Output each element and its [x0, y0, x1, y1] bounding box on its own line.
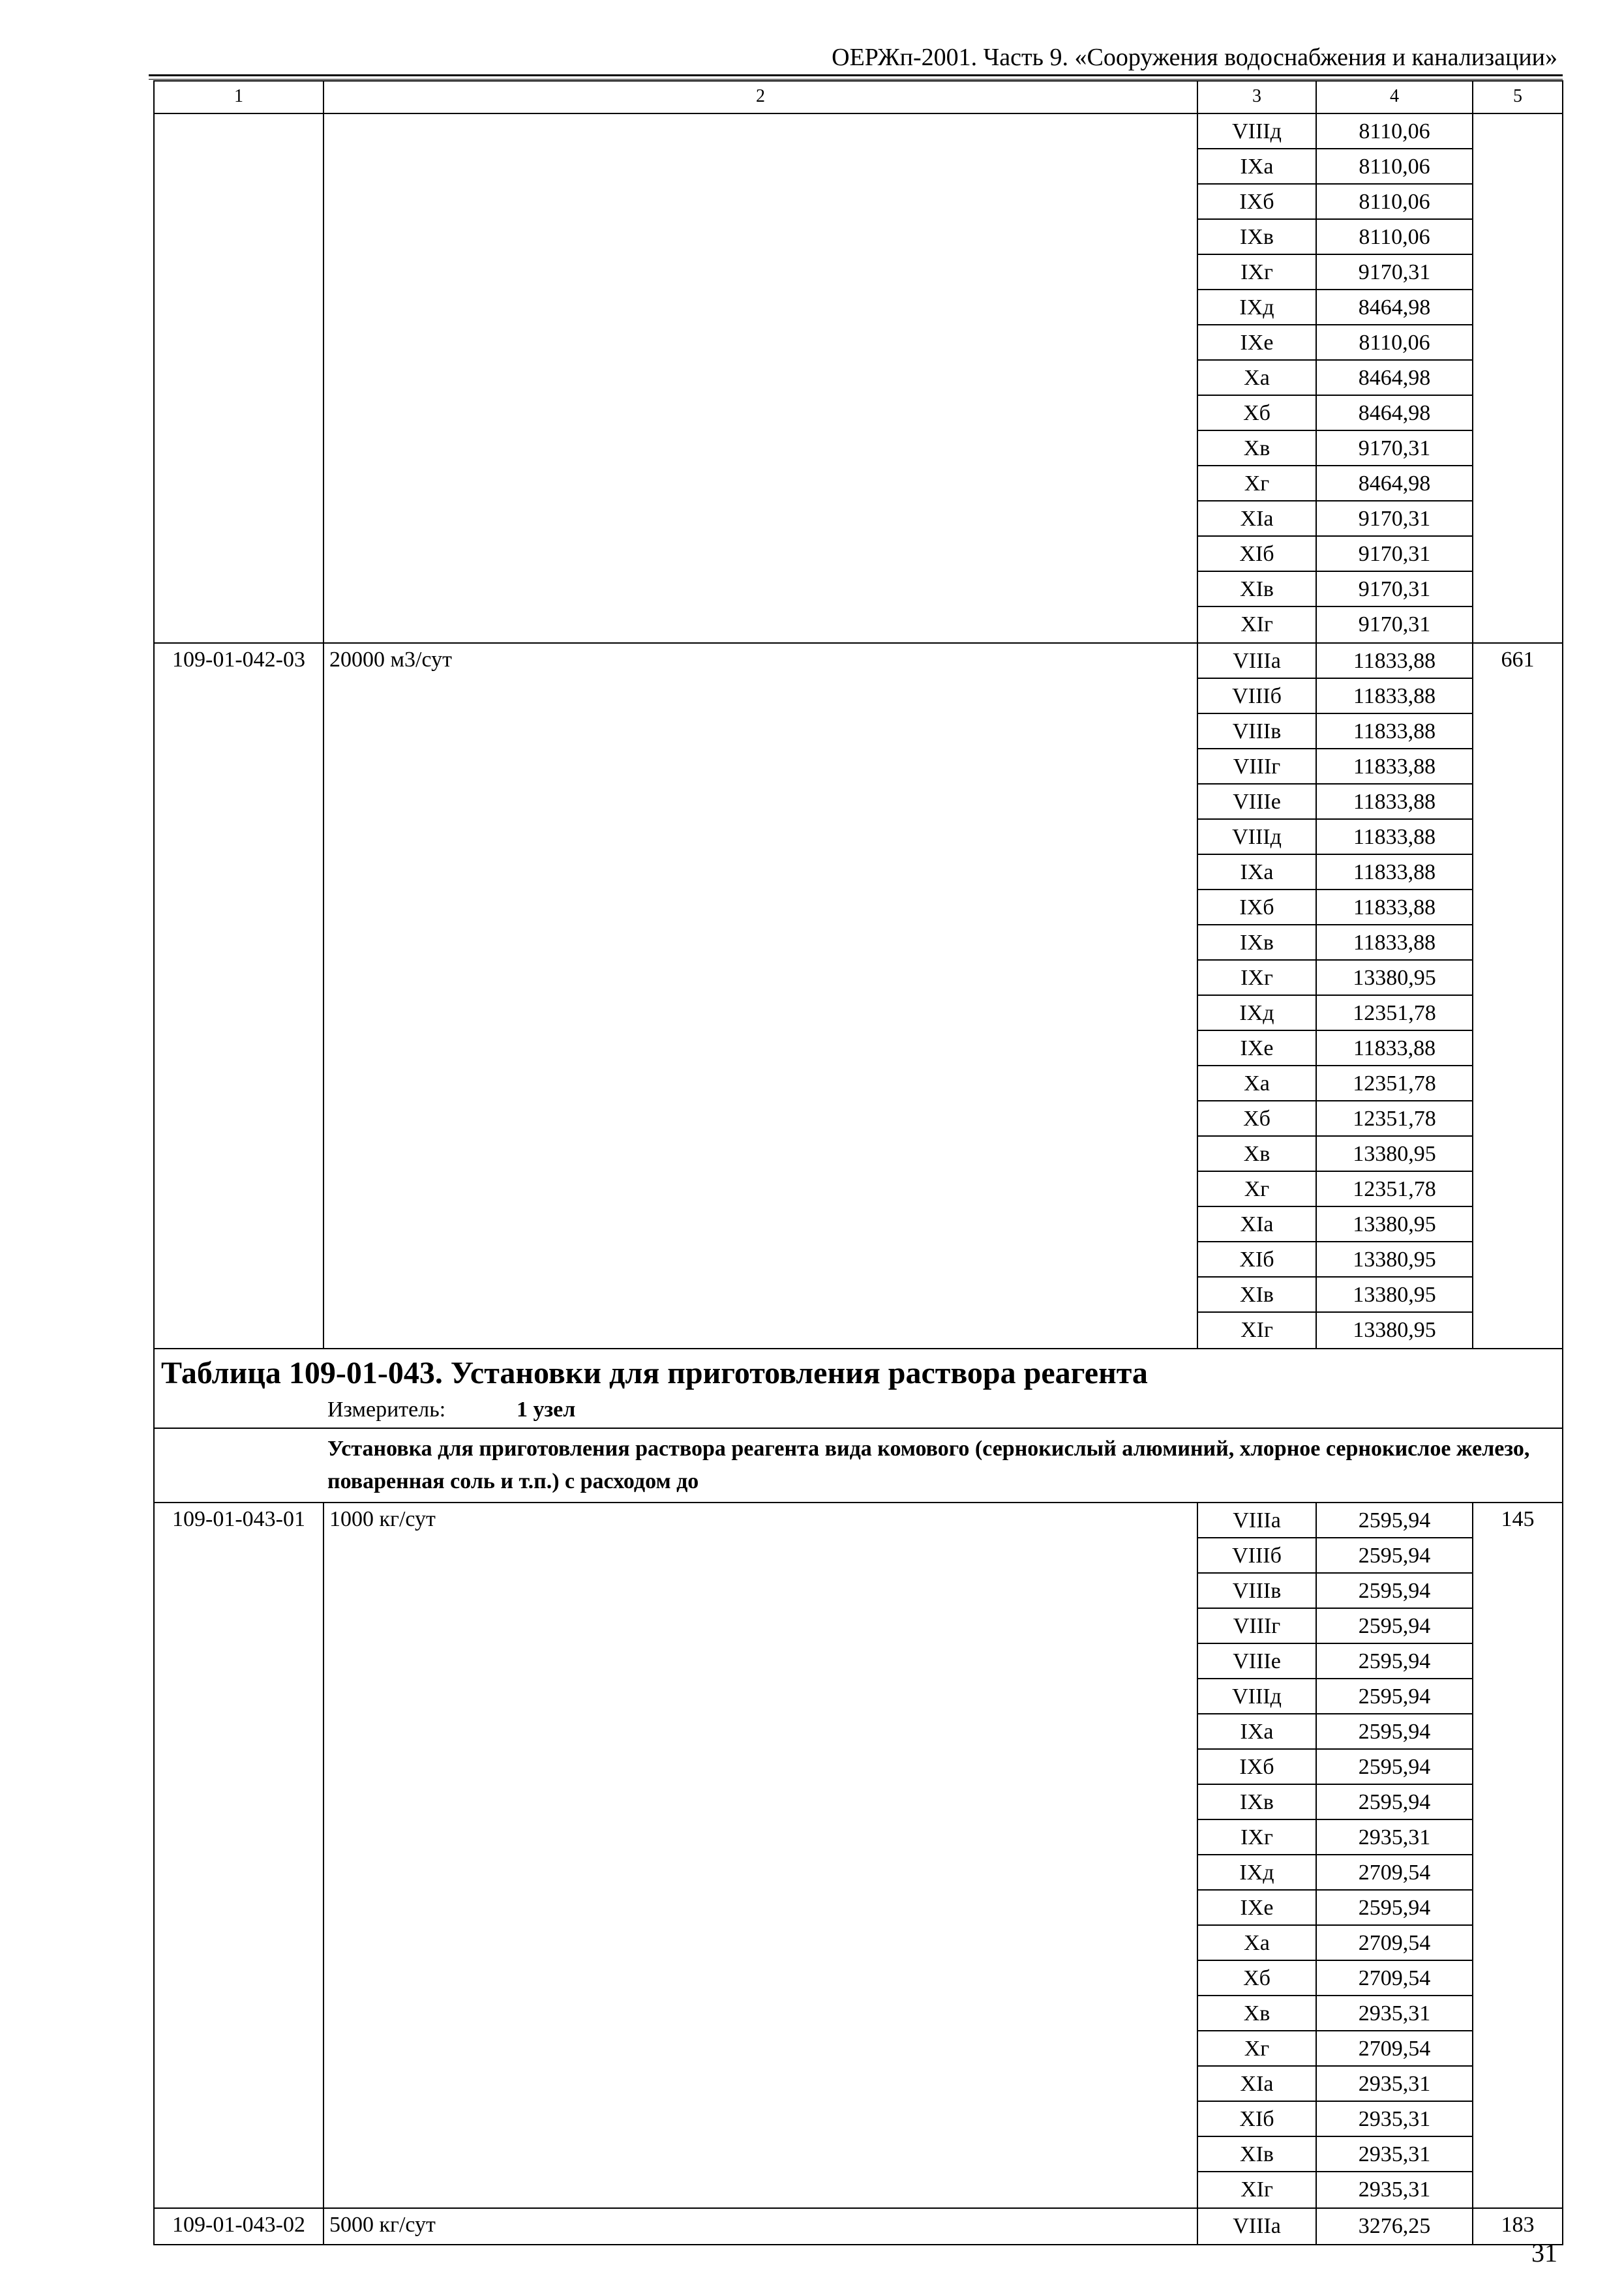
zone-cell: Xв [1198, 1137, 1316, 1172]
column-number: 1 [154, 81, 323, 113]
column-number: 3 [1197, 81, 1316, 113]
price-cell: 11833,88 [1317, 644, 1472, 679]
price-cell: 11833,88 [1317, 679, 1472, 714]
price-cell: 8110,06 [1317, 220, 1472, 255]
price-cell: 11833,88 [1317, 890, 1472, 925]
zone-column [1197, 2208, 1316, 2245]
price-cell: 13380,95 [1317, 1207, 1472, 1242]
price-cell: 8110,06 [1317, 325, 1472, 361]
rate-code: 109-01-043-02 [154, 2208, 323, 2245]
zone-cell: VIIIв [1198, 714, 1316, 749]
labor-cost: 661 [1473, 643, 1563, 1349]
zone-cell: VIIIе [1198, 1644, 1316, 1679]
price-cell: 9170,31 [1317, 501, 1472, 537]
rate-block [154, 2208, 1563, 2245]
price-column [1316, 1503, 1473, 2208]
table-heading-row [154, 1349, 1563, 1428]
table-heading [154, 1349, 1563, 1428]
zone-cell: XIа [1198, 501, 1316, 537]
zone-cell: Xб [1198, 396, 1316, 431]
zone-cell: VIIIб [1198, 679, 1316, 714]
rate-code: 109-01-043-01 [154, 1503, 323, 2208]
price-cell: 2595,94 [1317, 1609, 1472, 1644]
price-cell: 2935,31 [1317, 2102, 1472, 2137]
zone-cell: Xа [1198, 1066, 1316, 1101]
rate-code [154, 113, 323, 643]
price-cell: 3276,25 [1358, 2214, 1431, 2238]
zone-cell: IXб [1198, 1750, 1316, 1785]
header-rule-thin [149, 79, 1563, 80]
zone-cell: IXд [1198, 290, 1316, 325]
price-cell: 8464,98 [1317, 290, 1472, 325]
price-cell: 9170,31 [1358, 612, 1431, 636]
price-cell: 13380,95 [1353, 1318, 1436, 1342]
zone-cell: IXв [1198, 1785, 1316, 1820]
price-cell: 2709,54 [1317, 1926, 1472, 1961]
table-title: Таблица 109-01-043. Установки для приготовления раствора реагента [161, 1356, 1148, 1390]
zone-cell: XIг [1241, 2177, 1273, 2202]
price-cell: 12351,78 [1317, 1172, 1472, 1207]
zone-cell: IXв [1198, 220, 1316, 255]
column-number-row [154, 81, 1563, 113]
price-cell: 11833,88 [1317, 714, 1472, 749]
rate-description: 20000 м3/сут [323, 643, 1197, 1349]
price-cell: 11833,88 [1317, 1031, 1472, 1066]
rate-description: 5000 кг/сут [323, 2208, 1197, 2245]
zone-cell: VIIIе [1198, 785, 1316, 820]
price-cell: 2709,54 [1317, 2031, 1472, 2067]
price-cell: 11833,88 [1317, 925, 1472, 961]
price-column [1316, 113, 1473, 643]
price-cell: 2595,94 [1317, 1538, 1472, 1574]
price-cell: 13380,95 [1317, 1242, 1472, 1278]
zone-cell: Xа [1198, 1926, 1316, 1961]
price-cell: 12351,78 [1317, 1066, 1472, 1101]
price-cell: 11833,88 [1317, 785, 1472, 820]
price-cell: 11833,88 [1317, 855, 1472, 890]
table-note: Установка для приготовления раствора реагента вида комового (сернокислый алюминий, хлорное сернокислое железо, поваренная соль и т.п.) с расходом до [154, 1428, 1563, 1503]
zone-cell: XIб [1198, 1242, 1316, 1278]
price-cell: 9170,31 [1317, 255, 1472, 290]
rate-block [154, 1503, 1563, 2208]
zone-column [1197, 643, 1316, 1349]
zone-cell: VIIIд [1198, 1679, 1316, 1714]
price-column [1316, 643, 1473, 1349]
rate-description [323, 113, 1197, 643]
page-number: 31 [1531, 2238, 1557, 2267]
price-cell: 2595,94 [1317, 1891, 1472, 1926]
rate-block [154, 643, 1563, 1349]
zone-cell: Xа [1198, 361, 1316, 396]
zone-cell: IXг [1198, 1820, 1316, 1855]
zone-cell: XIг [1241, 612, 1273, 636]
zone-cell: IXе [1198, 1891, 1316, 1926]
price-cell: 2709,54 [1317, 1855, 1472, 1891]
price-cell: 11833,88 [1317, 820, 1472, 855]
price-cell: 2595,94 [1317, 1714, 1472, 1750]
labor-cost: 183 [1473, 2208, 1563, 2245]
zone-cell: Xг [1198, 466, 1316, 501]
zone-cell: VIIIа [1233, 2214, 1281, 2238]
zone-cell: XIб [1198, 537, 1316, 572]
price-cell: 13380,95 [1317, 1137, 1472, 1172]
zone-cell: IXа [1198, 855, 1316, 890]
zone-cell: VIIIв [1198, 1574, 1316, 1609]
zone-cell: Xб [1198, 1101, 1316, 1137]
column-number: 2 [323, 81, 1197, 113]
price-column [1316, 2208, 1473, 2245]
price-cell: 8464,98 [1317, 466, 1472, 501]
price-cell: 8464,98 [1317, 396, 1472, 431]
zone-cell: XIг [1241, 1318, 1273, 1342]
meter-value: 1 узел [517, 1398, 576, 1422]
meter-line [161, 1395, 1562, 1425]
price-cell: 8110,06 [1317, 114, 1472, 149]
zone-cell: XIа [1198, 1207, 1316, 1242]
zone-cell: XIа [1198, 2067, 1316, 2102]
header-rule-thick [149, 74, 1563, 76]
zone-cell: XIв [1198, 1278, 1316, 1313]
price-cell: 12351,78 [1317, 1101, 1472, 1137]
price-cell: 2595,94 [1317, 1644, 1472, 1679]
price-cell: 9170,31 [1317, 572, 1472, 607]
price-cell: 2935,31 [1317, 2137, 1472, 2172]
price-cell: 8110,06 [1317, 149, 1472, 185]
rate-code: 109-01-042-03 [154, 643, 323, 1349]
price-cell: 2595,94 [1317, 1503, 1472, 1538]
running-header: ОЕРЖп-2001. Часть 9. «Сооружения водоснабжения и канализации» [832, 44, 1557, 71]
zone-column [1197, 113, 1316, 643]
price-cell: 2595,94 [1317, 1785, 1472, 1820]
labor-cost: 145 [1473, 1503, 1563, 2208]
zone-cell: IXд [1198, 1855, 1316, 1891]
price-cell: 9170,31 [1317, 537, 1472, 572]
price-cell: 2709,54 [1317, 1961, 1472, 1996]
price-cell: 2935,31 [1317, 1820, 1472, 1855]
column-number: 5 [1473, 81, 1563, 113]
price-cell: 2595,94 [1317, 1679, 1472, 1714]
price-cell: 2935,31 [1358, 2177, 1431, 2202]
rate-block [154, 113, 1563, 643]
zone-cell: Xв [1198, 1996, 1316, 2031]
table-note-row [154, 1428, 1563, 1503]
zone-cell: XIв [1198, 2137, 1316, 2172]
zone-cell: Xг [1198, 1172, 1316, 1207]
zone-cell: IXг [1198, 961, 1316, 996]
zone-cell: IXб [1198, 185, 1316, 220]
zone-column [1197, 1503, 1316, 2208]
zone-cell: IXе [1198, 1031, 1316, 1066]
zone-cell: VIIIд [1198, 820, 1316, 855]
price-cell: 2595,94 [1317, 1574, 1472, 1609]
zone-cell: VIIIб [1198, 1538, 1316, 1574]
price-cell: 2935,31 [1317, 2067, 1472, 2102]
zone-cell: IXб [1198, 890, 1316, 925]
zone-cell: IXа [1198, 149, 1316, 185]
price-cell: 2595,94 [1317, 1750, 1472, 1785]
price-cell: 11833,88 [1317, 749, 1472, 785]
zone-cell: VIIIд [1198, 114, 1316, 149]
zone-cell: XIб [1198, 2102, 1316, 2137]
price-cell: 9170,31 [1317, 431, 1472, 466]
meter-label: Измеритель: [327, 1398, 446, 1422]
zone-cell: VIIIг [1198, 749, 1316, 785]
zone-cell: IXд [1198, 996, 1316, 1031]
price-cell: 13380,95 [1317, 961, 1472, 996]
rates-table [153, 80, 1563, 2245]
zone-cell: VIIIг [1198, 1609, 1316, 1644]
column-number: 4 [1316, 81, 1473, 113]
labor-cost [1473, 113, 1563, 643]
price-cell: 13380,95 [1317, 1278, 1472, 1313]
zone-cell: Xв [1198, 431, 1316, 466]
zone-cell: XIв [1198, 572, 1316, 607]
zone-cell: VIIIа [1198, 1503, 1316, 1538]
rate-description: 1000 кг/сут [323, 1503, 1197, 2208]
zone-cell: IXе [1198, 325, 1316, 361]
price-cell: 8464,98 [1317, 361, 1472, 396]
zone-cell: Xг [1198, 2031, 1316, 2067]
zone-cell: IXг [1198, 255, 1316, 290]
zone-cell: IXа [1198, 1714, 1316, 1750]
zone-cell: IXв [1198, 925, 1316, 961]
price-cell: 12351,78 [1317, 996, 1472, 1031]
zone-cell: VIIIа [1198, 644, 1316, 679]
price-cell: 2935,31 [1317, 1996, 1472, 2031]
price-cell: 8110,06 [1317, 185, 1472, 220]
zone-cell: Xб [1198, 1961, 1316, 1996]
